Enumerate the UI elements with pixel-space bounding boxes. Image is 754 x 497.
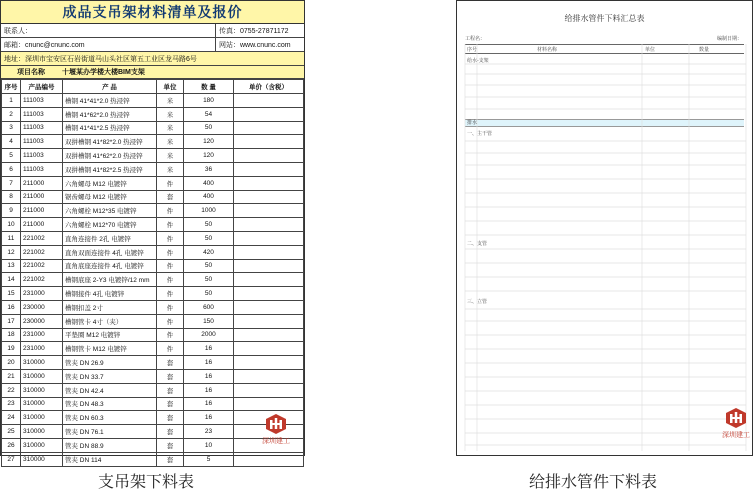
cell-index: 24 — [2, 411, 21, 425]
cell-product: 槽钢管卡 M12 电镀锌 — [63, 342, 157, 356]
cell-qty: 5 — [184, 452, 234, 466]
cell-product: 槽钢扣盖 2寸 — [63, 300, 157, 314]
table-row — [2, 411, 304, 425]
col-header-unit: 单位 — [157, 80, 184, 94]
row-lines — [457, 1, 754, 457]
cell-index: 4 — [2, 135, 21, 149]
cell-qty: 16 — [184, 397, 234, 411]
cell-unit: 件 — [157, 328, 184, 342]
table-row — [2, 356, 304, 370]
cell-product: 六角螺栓 M12*70 电镀锌 — [63, 218, 157, 232]
cell-product: 六角螺栓 M12*35 电镀锌 — [63, 204, 157, 218]
col-header-qty: 数量 — [699, 47, 710, 53]
table-row — [2, 438, 304, 452]
cell-product: 管夹 DN 42.4 — [63, 383, 157, 397]
col-header-price: 单价（含税） — [234, 80, 304, 94]
cell-index: 10 — [2, 218, 21, 232]
cell-price — [234, 383, 304, 397]
company-logo — [723, 407, 749, 439]
cell-code: 231000 — [21, 328, 63, 342]
cell-qty: 400 — [184, 190, 234, 204]
cell-unit: 米 — [157, 107, 184, 121]
cell-qty: 600 — [184, 300, 234, 314]
cell-price — [234, 218, 304, 232]
table-row — [2, 287, 304, 301]
cell-product: 直角双面连接件 4孔 电镀锌 — [63, 245, 157, 259]
cell-product: 槽钢管卡 4寸（夹） — [63, 314, 157, 328]
cell-index: 8 — [2, 190, 21, 204]
cell-unit: 件 — [157, 300, 184, 314]
cell-index: 16 — [2, 300, 21, 314]
cell-qty: 400 — [184, 176, 234, 190]
email-row — [1, 38, 304, 52]
table-row — [2, 452, 304, 466]
cell-code: 111003 — [21, 94, 63, 108]
col-header-product: 产 品 — [63, 80, 157, 94]
sheet-title: 给排水管件下料汇总表 — [564, 14, 645, 23]
cell-unit: 米 — [157, 121, 184, 135]
cell-unit: 套 — [157, 356, 184, 370]
cell-unit: 件 — [157, 342, 184, 356]
cell-unit: 米 — [157, 135, 184, 149]
cell-unit: 件 — [157, 273, 184, 287]
cell-code: 310000 — [21, 397, 63, 411]
cell-product: 六角螺母 M12 电镀锌 — [63, 176, 157, 190]
table-row — [2, 149, 304, 163]
cell-product: 槽钢接件 4孔 电镀锌 — [63, 287, 157, 301]
cell-code: 221002 — [21, 259, 63, 273]
cell-index: 11 — [2, 231, 21, 245]
company-logo — [263, 413, 289, 445]
project-name: 十堰某办学楼大楼BIM支架 — [62, 69, 145, 76]
cell-index: 20 — [2, 356, 21, 370]
cell-price — [234, 452, 304, 466]
project-name-label: 工程名： — [465, 36, 486, 42]
col-header-unit: 单位 — [645, 47, 656, 53]
cell-code: 221002 — [21, 245, 63, 259]
cell-price — [234, 245, 304, 259]
table-row — [2, 369, 304, 383]
table-row — [2, 425, 304, 439]
cell-price — [234, 107, 304, 121]
cell-price — [234, 231, 304, 245]
sheet-title: 成品支吊架材料清单及报价 — [1, 1, 304, 24]
project-row — [1, 66, 304, 79]
cell-qty: 50 — [184, 287, 234, 301]
table-row — [2, 273, 304, 287]
cell-code: 230000 — [21, 314, 63, 328]
cell-index: 6 — [2, 162, 21, 176]
cell-product: 双拼槽钢 41*82*2.0 热浸锌 — [63, 135, 157, 149]
cell-code: 310000 — [21, 369, 63, 383]
cell-code: 310000 — [21, 356, 63, 370]
table-row — [2, 259, 304, 273]
logo-text: 深圳建工 — [262, 438, 290, 445]
cell-code: 221002 — [21, 231, 63, 245]
material-table — [1, 79, 304, 467]
fax-label: 传真：0755-27871172 — [219, 27, 289, 35]
table-row — [2, 314, 304, 328]
cell-product: 双拼槽钢 41*62*2.0 热浸锌 — [63, 149, 157, 163]
cell-qty: 16 — [184, 411, 234, 425]
table-row — [2, 397, 304, 411]
cell-qty: 1000 — [184, 204, 234, 218]
cell-qty: 54 — [184, 107, 234, 121]
cell-price — [234, 328, 304, 342]
project-label: 项目名称 — [17, 69, 45, 76]
cell-code: 310000 — [21, 452, 63, 466]
address-label: 地址：深圳市宝安区石岩街道马山头社区第五工业区龙马路6号 — [4, 55, 197, 63]
col-header-code: 产品编号 — [21, 80, 63, 94]
table-row — [2, 121, 304, 135]
cell-index: 2 — [2, 107, 21, 121]
cell-qty: 50 — [184, 121, 234, 135]
cell-index: 13 — [2, 259, 21, 273]
cell-code: 211000 — [21, 204, 63, 218]
cell-price — [234, 94, 304, 108]
cell-index: 7 — [2, 176, 21, 190]
cell-qty: 180 — [184, 94, 234, 108]
table-header-row — [2, 80, 304, 94]
cell-code: 111003 — [21, 107, 63, 121]
cell-product: 管夹 DN 76.1 — [63, 425, 157, 439]
contact-label: 联系人： — [1, 24, 216, 37]
logo-mark-icon — [725, 407, 747, 429]
caption-plumbing-sheet: 给排水管件下料表 — [529, 472, 658, 491]
cell-qty: 50 — [184, 273, 234, 287]
table-body — [2, 94, 304, 467]
cell-price — [234, 397, 304, 411]
cell-price — [234, 342, 304, 356]
table-row — [2, 135, 304, 149]
table-row — [2, 176, 304, 190]
table-row — [2, 383, 304, 397]
cell-index: 23 — [2, 397, 21, 411]
cell-unit: 套 — [157, 411, 184, 425]
cell-product: 管夹 DN 60.3 — [63, 411, 157, 425]
cell-code: 310000 — [21, 438, 63, 452]
cell-price — [234, 135, 304, 149]
cell-code: 211000 — [21, 176, 63, 190]
cell-product: 锯齿螺母 M12 电镀锌 — [63, 190, 157, 204]
cell-price — [234, 149, 304, 163]
cell-price — [234, 287, 304, 301]
cell-product: 槽钢 41*62*2.0 热浸锌 — [63, 107, 157, 121]
cell-unit: 件 — [157, 176, 184, 190]
email-label: 邮箱：cnunc@cnunc.com — [1, 38, 216, 51]
date-label: 编制日期： — [716, 36, 742, 42]
cell-price — [234, 356, 304, 370]
col-header-index: 序号 — [2, 80, 21, 94]
cell-index: 26 — [2, 438, 21, 452]
cell-index: 15 — [2, 287, 21, 301]
cell-code: 221002 — [21, 273, 63, 287]
cell-code: 111003 — [21, 121, 63, 135]
cell-unit: 件 — [157, 314, 184, 328]
cell-qty: 120 — [184, 149, 234, 163]
cell-index: 27 — [2, 452, 21, 466]
col-header-qty: 数 量 — [184, 80, 234, 94]
cell-index: 22 — [2, 383, 21, 397]
address-row — [1, 52, 304, 66]
caption-hanger-sheet: 支吊架下料表 — [98, 472, 195, 491]
cell-price — [234, 314, 304, 328]
cell-product: 管夹 DN 26.9 — [63, 356, 157, 370]
cell-index: 1 — [2, 94, 21, 108]
cell-price — [234, 259, 304, 273]
table-row — [2, 162, 304, 176]
website-label: 网站：www.cnunc.com — [219, 41, 291, 49]
cell-product: 槽钢 41*41*2.5 热浸锌 — [63, 121, 157, 135]
cell-code: 111003 — [21, 135, 63, 149]
cell-product: 管夹 DN 33.7 — [63, 369, 157, 383]
cell-index: 12 — [2, 245, 21, 259]
cell-product: 双拼槽钢 41*82*2.5 热浸锌 — [63, 162, 157, 176]
cell-code: 231000 — [21, 342, 63, 356]
cell-unit: 套 — [157, 425, 184, 439]
table-row — [2, 328, 304, 342]
cell-code: 211000 — [21, 218, 63, 232]
cell-qty: 120 — [184, 135, 234, 149]
cell-product: 管夹 DN 48.3 — [63, 397, 157, 411]
cell-unit: 件 — [157, 245, 184, 259]
col-header-material: 材料名称 — [537, 47, 558, 53]
cell-price — [234, 300, 304, 314]
sub-branch-pipe: 二、支管 — [467, 241, 488, 247]
cell-unit: 套 — [157, 369, 184, 383]
cell-unit: 套 — [157, 397, 184, 411]
cell-price — [234, 162, 304, 176]
cell-index: 21 — [2, 369, 21, 383]
cell-qty: 150 — [184, 314, 234, 328]
table-row — [2, 94, 304, 108]
cell-qty: 16 — [184, 342, 234, 356]
cell-qty: 50 — [184, 218, 234, 232]
cell-unit: 件 — [157, 259, 184, 273]
cell-unit: 套 — [157, 383, 184, 397]
cell-unit: 套 — [157, 452, 184, 466]
cell-index: 19 — [2, 342, 21, 356]
cell-code: 310000 — [21, 383, 63, 397]
cell-index: 18 — [2, 328, 21, 342]
sub-riser-pipe: 三、立管 — [467, 299, 488, 305]
contact-row — [1, 24, 304, 38]
cell-qty: 16 — [184, 369, 234, 383]
cell-qty: 50 — [184, 231, 234, 245]
cell-unit: 件 — [157, 218, 184, 232]
section-drainage: 排水 — [465, 119, 744, 127]
hanger-material-sheet — [0, 0, 305, 464]
cell-qty: 23 — [184, 425, 234, 439]
cell-index: 14 — [2, 273, 21, 287]
cell-code: 310000 — [21, 411, 63, 425]
cell-product: 槽钢底座 2-Y3 电镀锌/12 mm — [63, 273, 157, 287]
cell-product: 直角底座连接件 4孔 电镀锌 — [63, 259, 157, 273]
cell-price — [234, 121, 304, 135]
cell-unit: 件 — [157, 204, 184, 218]
table-row — [2, 204, 304, 218]
cell-unit: 米 — [157, 94, 184, 108]
cell-qty: 420 — [184, 245, 234, 259]
table-row — [2, 300, 304, 314]
table-row — [2, 342, 304, 356]
table-row — [2, 231, 304, 245]
cell-qty: 2000 — [184, 328, 234, 342]
col-header-index: 序号 — [467, 47, 478, 53]
cell-unit: 套 — [157, 438, 184, 452]
cell-price — [234, 369, 304, 383]
cell-price — [234, 204, 304, 218]
cell-unit: 件 — [157, 231, 184, 245]
cell-index: 17 — [2, 314, 21, 328]
cell-code: 230000 — [21, 300, 63, 314]
cell-unit: 米 — [157, 149, 184, 163]
cell-price — [234, 190, 304, 204]
table-row — [2, 190, 304, 204]
logo-mark-icon — [265, 413, 287, 435]
section-water-supply: 给水-支架 — [467, 58, 489, 64]
cell-code: 111003 — [21, 162, 63, 176]
cell-index: 25 — [2, 425, 21, 439]
cell-index: 3 — [2, 121, 21, 135]
cell-code: 211000 — [21, 190, 63, 204]
plumbing-material-sheet — [456, 0, 753, 456]
cell-qty: 16 — [184, 356, 234, 370]
cell-code: 310000 — [21, 425, 63, 439]
logo-text: 深圳建工 — [722, 432, 750, 439]
cell-qty: 10 — [184, 438, 234, 452]
cell-price — [234, 273, 304, 287]
table-row — [2, 218, 304, 232]
cell-product: 槽钢 41*41*2.0 热浸锌 — [63, 94, 157, 108]
table-row — [2, 107, 304, 121]
cell-unit: 件 — [157, 287, 184, 301]
cell-qty: 36 — [184, 162, 234, 176]
table-row — [2, 245, 304, 259]
cell-qty: 16 — [184, 383, 234, 397]
cell-index: 9 — [2, 204, 21, 218]
cell-unit: 米 — [157, 162, 184, 176]
cell-code: 231000 — [21, 287, 63, 301]
cell-product: 直角连接件 2孔 电镀锌 — [63, 231, 157, 245]
cell-product: 管夹 DN 114 — [63, 452, 157, 466]
cell-product: 管夹 DN 88.9 — [63, 438, 157, 452]
cell-code: 111003 — [21, 149, 63, 163]
cell-price — [234, 176, 304, 190]
cell-qty: 50 — [184, 259, 234, 273]
cell-product: 平垫圈 M12 电镀锌 — [63, 328, 157, 342]
cell-unit: 套 — [157, 190, 184, 204]
cell-index: 5 — [2, 149, 21, 163]
sub-main-pipe: 一、主干管 — [467, 131, 493, 137]
